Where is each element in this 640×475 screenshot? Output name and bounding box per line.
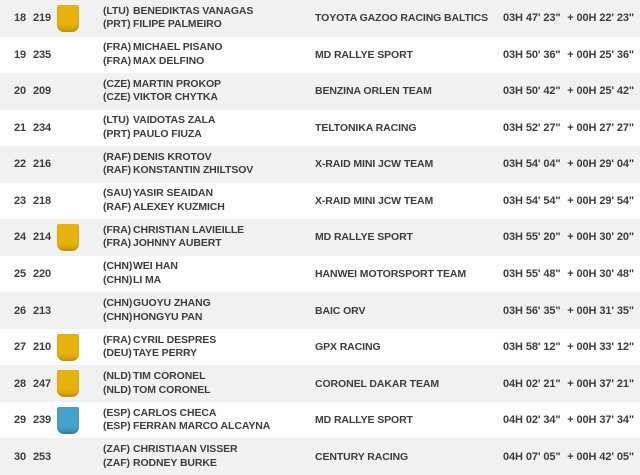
crew-names (103, 5, 315, 32)
team-name: CENTURY RACING (315, 450, 409, 463)
gap-to-leader: + 00H 25' 36" (567, 48, 634, 61)
car-number: 220 (33, 267, 52, 280)
driver-line (103, 78, 315, 92)
gap-to-leader: + 00H 22' 23" (567, 12, 634, 25)
codriver-country-code: (RAF) (103, 164, 132, 177)
car-number: 219 (33, 12, 52, 25)
codriver-name: FILIPE PALMEIRO (133, 18, 222, 31)
gap-to-leader: + 00H 25' 42" (567, 85, 634, 98)
codriver-country-code: (DEU) (103, 347, 132, 360)
table-row[interactable] (0, 73, 640, 110)
driver-country-code: (NLD) (103, 370, 132, 383)
table-row[interactable] (0, 292, 640, 329)
position-rank: 20 (14, 85, 27, 98)
codriver-name: HONGYU PAN (133, 310, 203, 323)
gap-to-leader: + 00H 31' 35" (567, 304, 634, 317)
codriver-name: KONSTANTIN ZHILTSOV (133, 164, 254, 177)
gap-to-leader: + 00H 29' 04" (567, 158, 634, 171)
team-name: TOYOTA GAZOO RACING BALTICS (315, 12, 489, 25)
driver-line (103, 407, 315, 421)
driver-country-code: (SAU) (103, 187, 132, 200)
driver-line (103, 370, 315, 384)
table-row[interactable] (0, 329, 640, 366)
team-name: CORONEL DAKAR TEAM (315, 377, 440, 390)
bib-icon-blue (57, 407, 79, 434)
car-number: 234 (33, 121, 52, 134)
codriver-line (103, 164, 315, 178)
car-number: 235 (33, 48, 52, 61)
position-rank: 26 (14, 304, 27, 317)
codriver-name: TOM CORONEL (133, 383, 211, 396)
codriver-line (103, 347, 315, 361)
team-name: X-RAID MINI JCW TEAM (315, 194, 434, 207)
stage-time: 03H 47' 23" (503, 12, 561, 25)
codriver-line (103, 18, 315, 32)
position-rank: 21 (14, 121, 27, 134)
table-row[interactable] (0, 183, 640, 220)
codriver-country-code: (CZE) (103, 91, 131, 104)
stage-time: 03H 55' 20" (503, 231, 561, 244)
bib-icon-cell (57, 73, 103, 110)
codriver-name: VIKTOR CHYTKA (133, 91, 218, 104)
driver-name: YASIR SEAIDAN (133, 187, 213, 200)
driver-country-code: (FRA) (103, 223, 132, 236)
position-rank: 18 (14, 12, 27, 25)
car-number: 216 (33, 158, 52, 171)
team-name: MD RALLYE SPORT (315, 231, 413, 244)
bib-icon-cell (57, 329, 103, 366)
driver-line (103, 297, 315, 311)
table-row[interactable] (0, 365, 640, 402)
car-number: 247 (33, 377, 52, 390)
codriver-name: PAULO FIUZA (133, 127, 202, 140)
codriver-country-code: (PRT) (103, 127, 131, 140)
crew-names (103, 334, 315, 361)
position-rank: 25 (14, 267, 27, 280)
table-row[interactable] (0, 219, 640, 256)
driver-line (103, 41, 315, 55)
driver-name: WEI HAN (133, 260, 178, 273)
stage-time: 03H 56' 35" (503, 304, 561, 317)
codriver-name: ALEXEY KUZMICH (133, 200, 225, 213)
gap-to-leader: + 00H 37' 34" (567, 414, 634, 427)
driver-line (103, 114, 315, 128)
table-row[interactable] (0, 402, 640, 439)
bib-icon-yellow (57, 334, 79, 361)
table-row[interactable] (0, 110, 640, 147)
stage-time: 04H 07' 05" (503, 450, 561, 463)
codriver-name: LI MA (133, 273, 162, 286)
codriver-country-code: (FRA) (103, 237, 132, 250)
gap-to-leader: + 00H 30' 20" (567, 231, 634, 244)
driver-country-code: (LTU) (103, 4, 130, 17)
driver-line (103, 151, 315, 165)
driver-name: CARLOS CHECA (133, 406, 217, 419)
crew-names (103, 443, 315, 470)
driver-name: DENIS KROTOV (133, 150, 212, 163)
table-row[interactable] (0, 0, 640, 37)
table-row[interactable] (0, 37, 640, 74)
team-name: MD RALLYE SPORT (315, 414, 413, 427)
bib-icon-cell (57, 110, 103, 147)
bib-icon-cell (57, 402, 103, 439)
car-number: 213 (33, 304, 52, 317)
codriver-country-code: (CHN) (103, 273, 133, 286)
gap-to-leader: + 00H 33' 12" (567, 341, 634, 354)
driver-country-code: (FRA) (103, 41, 132, 54)
position-rank: 27 (14, 341, 27, 354)
driver-country-code: (RAF) (103, 150, 132, 163)
codriver-line (103, 457, 315, 471)
team-name: GPX RACING (315, 341, 381, 354)
gap-to-leader: + 00H 27' 27" (567, 121, 634, 134)
table-row[interactable] (0, 146, 640, 183)
bib-icon-cell (57, 37, 103, 74)
driver-country-code: (ZAF) (103, 443, 130, 456)
driver-line (103, 5, 315, 19)
crew-names (103, 260, 315, 287)
codriver-name: RODNEY BURKE (133, 456, 217, 469)
team-name: HANWEI MOTORSPORT TEAM (315, 267, 467, 280)
codriver-line (103, 201, 315, 215)
gap-to-leader: + 00H 29' 54" (567, 194, 634, 207)
codriver-country-code: (FRA) (103, 54, 132, 67)
stage-time: 04H 02' 21" (503, 377, 561, 390)
bib-icon-cell (57, 438, 103, 475)
crew-names (103, 224, 315, 251)
codriver-country-code: (CHN) (103, 310, 133, 323)
stage-time: 03H 52' 27" (503, 121, 561, 134)
codriver-line (103, 55, 315, 69)
bib-icon-cell (57, 292, 103, 329)
car-number: 239 (33, 414, 52, 427)
driver-line (103, 187, 315, 201)
position-rank: 29 (14, 414, 27, 427)
car-number: 210 (33, 341, 52, 354)
team-name: TELTONIKA RACING (315, 121, 417, 134)
codriver-name: JOHNNY AUBERT (133, 237, 222, 250)
team-name: MD RALLYE SPORT (315, 48, 413, 61)
driver-name: VAIDOTAS ZALA (133, 114, 216, 127)
driver-line (103, 224, 315, 238)
driver-name: CYRIL DESPRES (133, 333, 217, 346)
stage-time: 03H 54' 04" (503, 158, 561, 171)
codriver-line (103, 420, 315, 434)
crew-names (103, 114, 315, 141)
stage-time: 03H 55' 48" (503, 267, 561, 280)
codriver-name: TAYE PERRY (133, 347, 197, 360)
gap-to-leader: + 00H 37' 21" (567, 377, 634, 390)
team-name: X-RAID MINI JCW TEAM (315, 158, 434, 171)
driver-line (103, 260, 315, 274)
driver-name: CHRISTIAAN VISSER (133, 443, 238, 456)
position-rank: 23 (14, 194, 27, 207)
codriver-line (103, 384, 315, 398)
driver-country-code: (LTU) (103, 114, 130, 127)
position-rank: 28 (14, 377, 27, 390)
crew-names (103, 407, 315, 434)
driver-name: MARTIN PROKOP (133, 77, 221, 90)
driver-name: CHRISTIAN LAVIEILLE (133, 223, 245, 236)
position-rank: 19 (14, 48, 27, 61)
crew-names (103, 370, 315, 397)
bib-icon-yellow (57, 5, 79, 32)
gap-to-leader: + 00H 30' 48" (567, 267, 634, 280)
driver-line (103, 443, 315, 457)
stage-time: 03H 50' 42" (503, 85, 561, 98)
stage-time: 03H 50' 36" (503, 48, 561, 61)
stage-time: 03H 58' 12" (503, 341, 561, 354)
crew-names (103, 151, 315, 178)
bib-icon-cell (57, 146, 103, 183)
codriver-name: FERRAN MARCO ALCAYNA (133, 420, 271, 433)
table-row[interactable] (0, 438, 640, 475)
codriver-country-code: (PRT) (103, 18, 131, 31)
codriver-country-code: (ZAF) (103, 456, 130, 469)
driver-country-code: (ESP) (103, 406, 131, 419)
codriver-line (103, 237, 315, 251)
car-number: 253 (33, 450, 52, 463)
crew-names (103, 78, 315, 105)
codriver-country-code: (ESP) (103, 420, 131, 433)
team-name: BAIC ORV (315, 304, 366, 317)
position-rank: 22 (14, 158, 27, 171)
driver-country-code: (CHN) (103, 260, 133, 273)
bib-icon-cell (57, 219, 103, 256)
codriver-country-code: (NLD) (103, 383, 132, 396)
codriver-line (103, 128, 315, 142)
driver-country-code: (FRA) (103, 333, 132, 346)
table-row[interactable] (0, 256, 640, 293)
codriver-line (103, 91, 315, 105)
bib-icon-cell (57, 256, 103, 293)
codriver-line (103, 274, 315, 288)
codriver-line (103, 311, 315, 325)
driver-name: GUOYU ZHANG (133, 297, 211, 310)
team-name: BENZINA ORLEN TEAM (315, 85, 432, 98)
car-number: 209 (33, 85, 52, 98)
bib-icon-cell (57, 0, 103, 37)
codriver-name: MAX DELFINO (133, 54, 205, 67)
driver-line (103, 334, 315, 348)
bib-icon-yellow (57, 370, 79, 397)
position-rank: 30 (14, 450, 27, 463)
stage-time: 03H 54' 54" (503, 194, 561, 207)
bib-icon-cell (57, 365, 103, 402)
bib-icon-yellow (57, 224, 79, 251)
car-number: 218 (33, 194, 52, 207)
codriver-country-code: (RAF) (103, 200, 132, 213)
gap-to-leader: + 00H 42' 05" (567, 450, 634, 463)
bib-icon-cell (57, 183, 103, 220)
crew-names (103, 41, 315, 68)
crew-names (103, 187, 315, 214)
driver-name: TIM CORONEL (133, 370, 206, 383)
position-rank: 24 (14, 231, 27, 244)
driver-country-code: (CHN) (103, 297, 133, 310)
driver-name: MICHAEL PISANO (133, 41, 223, 54)
driver-country-code: (CZE) (103, 77, 131, 90)
car-number: 214 (33, 231, 52, 244)
stage-time: 04H 02' 34" (503, 414, 561, 427)
driver-name: BENEDIKTAS VANAGAS (133, 4, 254, 17)
crew-names (103, 297, 315, 324)
